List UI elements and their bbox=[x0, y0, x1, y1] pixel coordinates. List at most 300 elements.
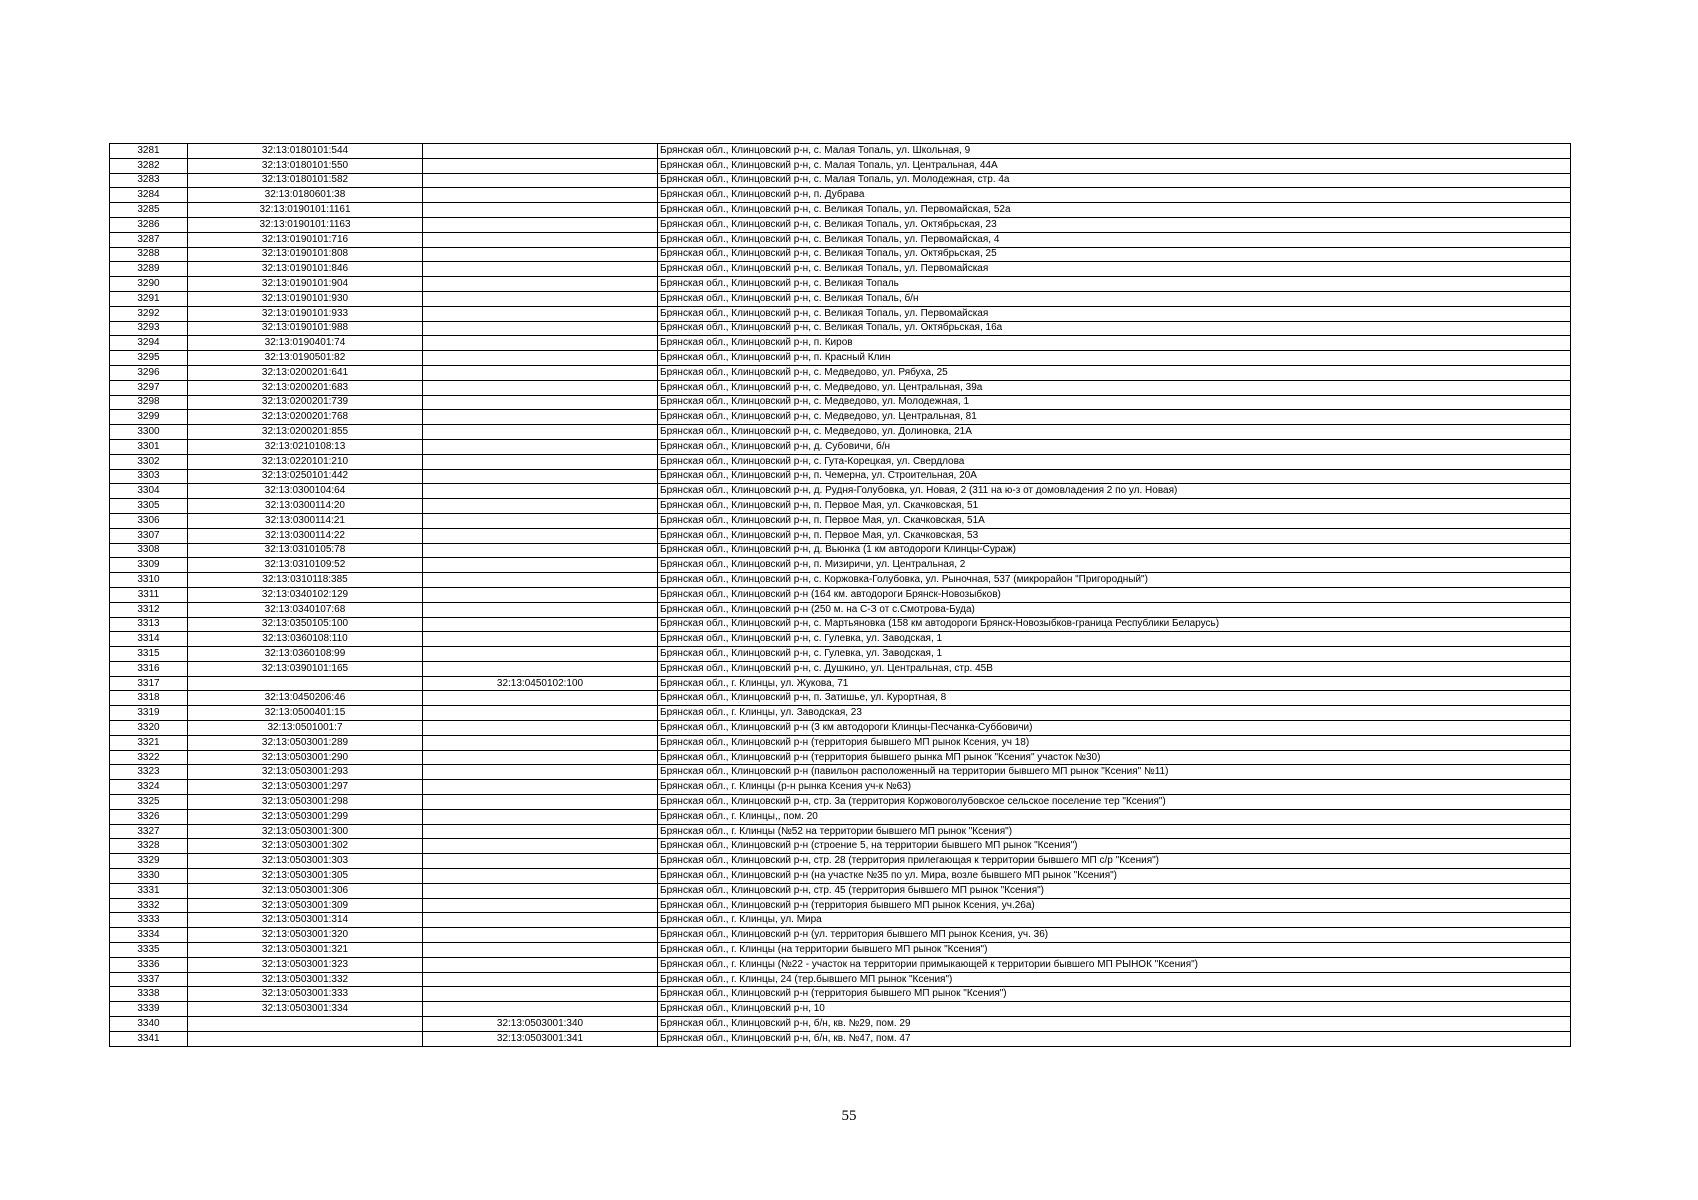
cadastral-number-cell: 32:13:0190501:82 bbox=[188, 351, 423, 366]
table-row bbox=[110, 351, 1571, 366]
row-number-cell: 3337 bbox=[110, 972, 188, 987]
row-number-cell: 3299 bbox=[110, 410, 188, 425]
row-number-cell: 3284 bbox=[110, 188, 188, 203]
table-row bbox=[110, 410, 1571, 425]
cadastral-number-alt-cell bbox=[423, 898, 658, 913]
cadastral-number-alt-cell bbox=[423, 217, 658, 232]
cadastral-number-cell: 32:13:0450206:46 bbox=[188, 691, 423, 706]
row-number-cell: 3298 bbox=[110, 395, 188, 410]
table-row bbox=[110, 809, 1571, 824]
address-cell: Брянская обл., г. Клинцы, ул. Заводская, 23 bbox=[658, 706, 1571, 721]
address-cell: Брянская обл., Клинцовский р-н (территория бывшего МП рынок Ксения, уч.26а) bbox=[658, 898, 1571, 913]
cadastral-number-cell: 32:13:0503001:333 bbox=[188, 987, 423, 1002]
table-row bbox=[110, 573, 1571, 588]
cadastral-number-alt-cell bbox=[423, 528, 658, 543]
cadastral-number-cell: 32:13:0503001:290 bbox=[188, 750, 423, 765]
cadastral-number-cell: 32:13:0190101:933 bbox=[188, 306, 423, 321]
cadastral-number-cell: 32:13:0503001:314 bbox=[188, 913, 423, 928]
cadastral-number-cell: 32:13:0350105:100 bbox=[188, 617, 423, 632]
table-row bbox=[110, 365, 1571, 380]
cadastral-number-cell: 32:13:0190101:1163 bbox=[188, 217, 423, 232]
row-number-cell: 3315 bbox=[110, 647, 188, 662]
table-row bbox=[110, 839, 1571, 854]
cadastral-number-alt-cell bbox=[423, 558, 658, 573]
cadastral-number-alt-cell bbox=[423, 780, 658, 795]
table-row bbox=[110, 706, 1571, 721]
table-row bbox=[110, 1031, 1571, 1046]
cadastral-number-cell: 32:13:0190101:988 bbox=[188, 321, 423, 336]
table-row bbox=[110, 262, 1571, 277]
table-row bbox=[110, 454, 1571, 469]
cadastral-number-cell: 32:13:0210108:13 bbox=[188, 439, 423, 454]
row-number-cell: 3282 bbox=[110, 158, 188, 173]
address-cell: Брянская обл., Клинцовский р-н, п. Красный Клин bbox=[658, 351, 1571, 366]
row-number-cell: 3307 bbox=[110, 528, 188, 543]
address-cell: Брянская обл., Клинцовский р-н, б/н, кв. №47, пом. 47 bbox=[658, 1031, 1571, 1046]
cadastral-number-alt-cell bbox=[423, 765, 658, 780]
cadastral-number-alt-cell bbox=[423, 365, 658, 380]
row-number-cell: 3294 bbox=[110, 336, 188, 351]
table-row bbox=[110, 824, 1571, 839]
table-row bbox=[110, 632, 1571, 647]
table-row bbox=[110, 928, 1571, 943]
cadastral-number-alt-cell bbox=[423, 499, 658, 514]
cadastral-number-alt-cell bbox=[423, 484, 658, 499]
cadastral-number-alt-cell bbox=[423, 262, 658, 277]
address-cell: Брянская обл., Клинцовский р-н, с. Гута-Корецкая, ул. Свердлова bbox=[658, 454, 1571, 469]
cadastral-number-alt-cell bbox=[423, 144, 658, 159]
table-row bbox=[110, 277, 1571, 292]
cadastral-number-alt-cell bbox=[423, 513, 658, 528]
table-row bbox=[110, 439, 1571, 454]
row-number-cell: 3297 bbox=[110, 380, 188, 395]
cadastral-number-cell: 32:13:0503001:293 bbox=[188, 765, 423, 780]
cadastral-number-alt-cell bbox=[423, 795, 658, 810]
table-row bbox=[110, 795, 1571, 810]
row-number-cell: 3301 bbox=[110, 439, 188, 454]
row-number-cell: 3334 bbox=[110, 928, 188, 943]
table-row bbox=[110, 661, 1571, 676]
table-row bbox=[110, 306, 1571, 321]
table-row bbox=[110, 765, 1571, 780]
row-number-cell: 3323 bbox=[110, 765, 188, 780]
address-cell: Брянская обл., Клинцовский р-н, с. Малая Топаль, ул. Молодежная, стр. 4а bbox=[658, 173, 1571, 188]
cadastral-number-cell: 32:13:0180101:550 bbox=[188, 158, 423, 173]
cadastral-number-alt-cell bbox=[423, 232, 658, 247]
address-cell: Брянская обл., Клинцовский р-н, стр. 45 (территория бывшего МП рынок "Ксения") bbox=[658, 883, 1571, 898]
row-number-cell: 3287 bbox=[110, 232, 188, 247]
cadastral-number-alt-cell bbox=[423, 602, 658, 617]
cadastral-number-alt-cell bbox=[423, 824, 658, 839]
address-cell: Брянская обл., г. Клинцы,, пом. 20 bbox=[658, 809, 1571, 824]
table-row bbox=[110, 854, 1571, 869]
cadastral-number-alt-cell bbox=[423, 957, 658, 972]
cadastral-number-cell: 32:13:0501001:7 bbox=[188, 721, 423, 736]
cadastral-number-cell: 32:13:0503001:305 bbox=[188, 869, 423, 884]
table-row bbox=[110, 543, 1571, 558]
address-cell: Брянская обл., Клинцовский р-н, п. Мизиричи, ул. Центральная, 2 bbox=[658, 558, 1571, 573]
cadastral-number-alt-cell bbox=[423, 203, 658, 218]
cadastral-number-cell: 32:13:0180101:582 bbox=[188, 173, 423, 188]
row-number-cell: 3331 bbox=[110, 883, 188, 898]
row-number-cell: 3313 bbox=[110, 617, 188, 632]
table-row bbox=[110, 913, 1571, 928]
row-number-cell: 3286 bbox=[110, 217, 188, 232]
cadastral-number-cell: 32:13:0180101:544 bbox=[188, 144, 423, 159]
address-cell: Брянская обл., Клинцовский р-н, с. Великая Топаль, ул. Октябрьская, 16а bbox=[658, 321, 1571, 336]
row-number-cell: 3325 bbox=[110, 795, 188, 810]
address-cell: Брянская обл., Клинцовский р-н (3 км автодороги Клинцы-Песчанка-Суббовичи) bbox=[658, 721, 1571, 736]
table-row bbox=[110, 217, 1571, 232]
cadastral-number-cell: 32:13:0390101:165 bbox=[188, 661, 423, 676]
cadastral-number-alt-cell bbox=[423, 706, 658, 721]
cadastral-number-cell: 32:13:0220101:210 bbox=[188, 454, 423, 469]
row-number-cell: 3285 bbox=[110, 203, 188, 218]
cadastral-number-alt-cell: 32:13:0503001:341 bbox=[423, 1031, 658, 1046]
address-cell: Брянская обл., Клинцовский р-н, с. Великая Топаль, ул. Первомайская, 4 bbox=[658, 232, 1571, 247]
table-row bbox=[110, 380, 1571, 395]
table-row bbox=[110, 173, 1571, 188]
registry-table-body bbox=[110, 144, 1571, 1047]
row-number-cell: 3339 bbox=[110, 1002, 188, 1017]
address-cell: Брянская обл., Клинцовский р-н, с. Гулевка, ул. Заводская, 1 bbox=[658, 632, 1571, 647]
cadastral-number-alt-cell bbox=[423, 647, 658, 662]
address-cell: Брянская обл., Клинцовский р-н, с. Великая Топаль, ул. Первомайская, 52а bbox=[658, 203, 1571, 218]
cadastral-number-cell: 32:13:0360108:99 bbox=[188, 647, 423, 662]
row-number-cell: 3296 bbox=[110, 365, 188, 380]
cadastral-number-alt-cell bbox=[423, 987, 658, 1002]
cadastral-number-cell: 32:13:0503001:289 bbox=[188, 735, 423, 750]
cadastral-number-cell bbox=[188, 1031, 423, 1046]
cadastral-number-alt-cell bbox=[423, 543, 658, 558]
address-cell: Брянская обл., Клинцовский р-н (павильон расположенный на территории бывшего МП рынок "Ксения" №11) bbox=[658, 765, 1571, 780]
address-cell: Брянская обл., Клинцовский р-н, 10 bbox=[658, 1002, 1571, 1017]
cadastral-number-alt-cell bbox=[423, 750, 658, 765]
table-row bbox=[110, 972, 1571, 987]
table-row bbox=[110, 943, 1571, 958]
address-cell: Брянская обл., Клинцовский р-н, д. Рудня-Голубовка, ул. Новая, 2 (311 на ю-з от домовладения 2 по ул. Новая) bbox=[658, 484, 1571, 499]
cadastral-number-cell: 32:13:0190101:904 bbox=[188, 277, 423, 292]
cadastral-number-alt-cell bbox=[423, 943, 658, 958]
table-row bbox=[110, 203, 1571, 218]
cadastral-number-alt-cell bbox=[423, 277, 658, 292]
row-number-cell: 3321 bbox=[110, 735, 188, 750]
table-row bbox=[110, 587, 1571, 602]
address-cell: Брянская обл., г. Клинцы, 24 (тер.бывшего МП рынок "Ксения") bbox=[658, 972, 1571, 987]
cadastral-number-cell: 32:13:0200201:641 bbox=[188, 365, 423, 380]
address-cell: Брянская обл., Клинцовский р-н, с. Малая Топаль, ул. Центральная, 44А bbox=[658, 158, 1571, 173]
table-row bbox=[110, 484, 1571, 499]
row-number-cell: 3320 bbox=[110, 721, 188, 736]
cadastral-number-cell: 32:13:0300114:21 bbox=[188, 513, 423, 528]
address-cell: Брянская обл., Клинцовский р-н (территория бывшего рынка МП рынок "Ксения" участок №30) bbox=[658, 750, 1571, 765]
address-cell: Брянская обл., Клинцовский р-н, б/н, кв. №29, пом. 29 bbox=[658, 1017, 1571, 1032]
cadastral-number-cell: 32:13:0503001:334 bbox=[188, 1002, 423, 1017]
cadastral-number-cell: 32:13:0300114:22 bbox=[188, 528, 423, 543]
table-row bbox=[110, 617, 1571, 632]
address-cell: Брянская обл., Клинцовский р-н (территория бывшего МП рынок Ксения, уч 18) bbox=[658, 735, 1571, 750]
table-row bbox=[110, 750, 1571, 765]
address-cell: Брянская обл., Клинцовский р-н, с. Великая Топаль, ул. Первомайская bbox=[658, 262, 1571, 277]
table-row bbox=[110, 780, 1571, 795]
address-cell: Брянская обл., Клинцовский р-н, п. Киров bbox=[658, 336, 1571, 351]
row-number-cell: 3310 bbox=[110, 573, 188, 588]
cadastral-number-cell: 32:13:0503001:323 bbox=[188, 957, 423, 972]
address-cell: Брянская обл., г. Клинцы (на территории бывшего МП рынок "Ксения") bbox=[658, 943, 1571, 958]
cadastral-number-cell: 32:13:0200201:739 bbox=[188, 395, 423, 410]
cadastral-number-cell: 32:13:0503001:306 bbox=[188, 883, 423, 898]
table-row bbox=[110, 232, 1571, 247]
cadastral-number-cell: 32:13:0250101:442 bbox=[188, 469, 423, 484]
cadastral-number-cell: 32:13:0190401:74 bbox=[188, 336, 423, 351]
cadastral-number-alt-cell bbox=[423, 928, 658, 943]
cadastral-number-alt-cell bbox=[423, 469, 658, 484]
address-cell: Брянская обл., Клинцовский р-н, д. Вьюнка (1 км автодороги Клинцы-Сураж) bbox=[658, 543, 1571, 558]
address-cell: Брянская обл., Клинцовский р-н (на участке №35 по ул. Мира, возле бывшего МП рынок "Ксения") bbox=[658, 869, 1571, 884]
cadastral-number-alt-cell bbox=[423, 587, 658, 602]
address-cell: Брянская обл., Клинцовский р-н, стр. 28 (территория прилегающая к территории бывшего МП с/р "Ксения") bbox=[658, 854, 1571, 869]
address-cell: Брянская обл., Клинцовский р-н, п. Дубрава bbox=[658, 188, 1571, 203]
row-number-cell: 3324 bbox=[110, 780, 188, 795]
row-number-cell: 3288 bbox=[110, 247, 188, 262]
cadastral-number-alt-cell bbox=[423, 380, 658, 395]
address-cell: Брянская обл., Клинцовский р-н, с. Медведово, ул. Центральная, 39а bbox=[658, 380, 1571, 395]
cadastral-number-cell: 32:13:0190101:846 bbox=[188, 262, 423, 277]
row-number-cell: 3281 bbox=[110, 144, 188, 159]
table-row bbox=[110, 676, 1571, 691]
address-cell: Брянская обл., г. Клинцы (№52 на территории бывшего МП рынок "Ксения") bbox=[658, 824, 1571, 839]
address-cell: Брянская обл., Клинцовский р-н (164 км. автодороги Брянск-Новозыбков) bbox=[658, 587, 1571, 602]
cadastral-number-alt-cell bbox=[423, 454, 658, 469]
table-row bbox=[110, 883, 1571, 898]
row-number-cell: 3292 bbox=[110, 306, 188, 321]
cadastral-number-alt-cell: 32:13:0503001:340 bbox=[423, 1017, 658, 1032]
cadastral-number-alt-cell bbox=[423, 721, 658, 736]
row-number-cell: 3305 bbox=[110, 499, 188, 514]
cadastral-number-cell: 32:13:0200201:855 bbox=[188, 425, 423, 440]
cadastral-number-cell: 32:13:0190101:716 bbox=[188, 232, 423, 247]
page-number: 55 bbox=[841, 1108, 857, 1124]
cadastral-number-alt-cell bbox=[423, 883, 658, 898]
row-number-cell: 3336 bbox=[110, 957, 188, 972]
cadastral-number-alt-cell bbox=[423, 188, 658, 203]
address-cell: Брянская обл., Клинцовский р-н, с. Медведово, ул. Рябуха, 25 bbox=[658, 365, 1571, 380]
cadastral-number-cell: 32:13:0190101:930 bbox=[188, 291, 423, 306]
table-row bbox=[110, 499, 1571, 514]
row-number-cell: 3300 bbox=[110, 425, 188, 440]
cadastral-number-cell: 32:13:0310105:78 bbox=[188, 543, 423, 558]
cadastral-number-cell: 32:13:0360108:110 bbox=[188, 632, 423, 647]
address-cell: Брянская обл., Клинцовский р-н (ул. территория бывшего МП рынок Ксения, уч. 36) bbox=[658, 928, 1571, 943]
cadastral-number-cell: 32:13:0503001:300 bbox=[188, 824, 423, 839]
row-number-cell: 3338 bbox=[110, 987, 188, 1002]
row-number-cell: 3341 bbox=[110, 1031, 188, 1046]
cadastral-number-alt-cell bbox=[423, 854, 658, 869]
table-row bbox=[110, 425, 1571, 440]
address-cell: Брянская обл., Клинцовский р-н (территория бывшего МП рынок "Ксения") bbox=[658, 987, 1571, 1002]
table-row bbox=[110, 188, 1571, 203]
cadastral-number-cell: 32:13:0190101:1161 bbox=[188, 203, 423, 218]
address-cell: Брянская обл., Клинцовский р-н, с. Медведово, ул. Долиновка, 21А bbox=[658, 425, 1571, 440]
cadastral-number-cell: 32:13:0300104:64 bbox=[188, 484, 423, 499]
cadastral-number-alt-cell: 32:13:0450102:100 bbox=[423, 676, 658, 691]
row-number-cell: 3293 bbox=[110, 321, 188, 336]
table-row bbox=[110, 528, 1571, 543]
cadastral-number-cell: 32:13:0340102:129 bbox=[188, 587, 423, 602]
row-number-cell: 3289 bbox=[110, 262, 188, 277]
row-number-cell: 3329 bbox=[110, 854, 188, 869]
cadastral-number-cell: 32:13:0190101:808 bbox=[188, 247, 423, 262]
table-row bbox=[110, 957, 1571, 972]
cadastral-number-cell: 32:13:0500401:15 bbox=[188, 706, 423, 721]
cadastral-number-cell bbox=[188, 1017, 423, 1032]
row-number-cell: 3311 bbox=[110, 587, 188, 602]
row-number-cell: 3291 bbox=[110, 291, 188, 306]
row-number-cell: 3295 bbox=[110, 351, 188, 366]
cadastral-number-alt-cell bbox=[423, 617, 658, 632]
address-cell: Брянская обл., Клинцовский р-н, п. Первое Мая, ул. Скачковская, 51А bbox=[658, 513, 1571, 528]
address-cell: Брянская обл., Клинцовский р-н, с. Малая Топаль, ул. Школьная, 9 bbox=[658, 144, 1571, 159]
address-cell: Брянская обл., Клинцовский р-н, с. Мартьяновка (158 км автодороги Брянск-Новозыбков-граница Республики Беларусь) bbox=[658, 617, 1571, 632]
row-number-cell: 3322 bbox=[110, 750, 188, 765]
address-cell: Брянская обл., Клинцовский р-н, с. Великая Топаль, ул. Первомайская bbox=[658, 306, 1571, 321]
address-cell: Брянская обл., г. Клинцы (№22 - участок на территории примыкающей к территории бывшего МП РЫНОК "Ксения") bbox=[658, 957, 1571, 972]
cadastral-number-cell: 32:13:0503001:297 bbox=[188, 780, 423, 795]
address-cell: Брянская обл., Клинцовский р-н, с. Душкино, ул. Центральная, стр. 45В bbox=[658, 661, 1571, 676]
address-cell: Брянская обл., Клинцовский р-н, с. Медведово, ул. Молодежная, 1 bbox=[658, 395, 1571, 410]
cadastral-number-alt-cell bbox=[423, 291, 658, 306]
table-row bbox=[110, 987, 1571, 1002]
row-number-cell: 3309 bbox=[110, 558, 188, 573]
row-number-cell: 3326 bbox=[110, 809, 188, 824]
cadastral-number-cell: 32:13:0340107:68 bbox=[188, 602, 423, 617]
table-row bbox=[110, 336, 1571, 351]
cadastral-number-cell bbox=[188, 676, 423, 691]
table-row bbox=[110, 513, 1571, 528]
row-number-cell: 3330 bbox=[110, 869, 188, 884]
table-row bbox=[110, 721, 1571, 736]
address-cell: Брянская обл., Клинцовский р-н, п. Чемерна, ул. Строительная, 20А bbox=[658, 469, 1571, 484]
row-number-cell: 3306 bbox=[110, 513, 188, 528]
row-number-cell: 3283 bbox=[110, 173, 188, 188]
cadastral-number-alt-cell bbox=[423, 913, 658, 928]
address-cell: Брянская обл., Клинцовский р-н, с. Великая Топаль, б/н bbox=[658, 291, 1571, 306]
address-cell: Брянская обл., Клинцовский р-н (250 м. на С-З от с.Смотрова-Буда) bbox=[658, 602, 1571, 617]
cadastral-number-cell: 32:13:0310109:52 bbox=[188, 558, 423, 573]
row-number-cell: 3340 bbox=[110, 1017, 188, 1032]
address-cell: Брянская обл., Клинцовский р-н, п. Первое Мая, ул. Скачковская, 51 bbox=[658, 499, 1571, 514]
cadastral-number-alt-cell bbox=[423, 735, 658, 750]
row-number-cell: 3327 bbox=[110, 824, 188, 839]
table-row bbox=[110, 158, 1571, 173]
cadastral-number-alt-cell bbox=[423, 839, 658, 854]
row-number-cell: 3318 bbox=[110, 691, 188, 706]
row-number-cell: 3304 bbox=[110, 484, 188, 499]
table-row bbox=[110, 395, 1571, 410]
cadastral-number-alt-cell bbox=[423, 395, 658, 410]
cadastral-number-alt-cell bbox=[423, 321, 658, 336]
cadastral-number-cell: 32:13:0503001:309 bbox=[188, 898, 423, 913]
cadastral-number-alt-cell bbox=[423, 691, 658, 706]
cadastral-number-cell: 32:13:0503001:302 bbox=[188, 839, 423, 854]
cadastral-number-alt-cell bbox=[423, 410, 658, 425]
row-number-cell: 3302 bbox=[110, 454, 188, 469]
cadastral-number-cell: 32:13:0503001:320 bbox=[188, 928, 423, 943]
row-number-cell: 3308 bbox=[110, 543, 188, 558]
address-cell: Брянская обл., Клинцовский р-н, с. Великая Топаль bbox=[658, 277, 1571, 292]
address-cell: Брянская обл., г. Клинцы, ул. Жукова, 71 bbox=[658, 676, 1571, 691]
cadastral-number-alt-cell bbox=[423, 439, 658, 454]
row-number-cell: 3333 bbox=[110, 913, 188, 928]
row-number-cell: 3314 bbox=[110, 632, 188, 647]
cadastral-number-cell: 32:13:0310118:385 bbox=[188, 573, 423, 588]
address-cell: Брянская обл., Клинцовский р-н, п. Затишье, ул. Курортная, 8 bbox=[658, 691, 1571, 706]
table-row bbox=[110, 144, 1571, 159]
row-number-cell: 3332 bbox=[110, 898, 188, 913]
cadastral-number-alt-cell bbox=[423, 425, 658, 440]
cadastral-number-cell: 32:13:0200201:683 bbox=[188, 380, 423, 395]
table-row bbox=[110, 469, 1571, 484]
row-number-cell: 3335 bbox=[110, 943, 188, 958]
cadastral-number-alt-cell bbox=[423, 336, 658, 351]
property-registry-table bbox=[109, 143, 1571, 1047]
cadastral-number-cell: 32:13:0200201:768 bbox=[188, 410, 423, 425]
cadastral-number-alt-cell bbox=[423, 869, 658, 884]
cadastral-number-alt-cell bbox=[423, 661, 658, 676]
address-cell: Брянская обл., Клинцовский р-н, с. Медведово, ул. Центральная, 81 bbox=[658, 410, 1571, 425]
cadastral-number-cell: 32:13:0503001:303 bbox=[188, 854, 423, 869]
address-cell: Брянская обл., Клинцовский р-н, д. Субовичи, б/н bbox=[658, 439, 1571, 454]
address-cell: Брянская обл., Клинцовский р-н (строение 5, на территории бывшего МП рынок "Ксения") bbox=[658, 839, 1571, 854]
address-cell: Брянская обл., Клинцовский р-н, п. Первое Мая, ул. Скачковская, 53 bbox=[658, 528, 1571, 543]
cadastral-number-alt-cell bbox=[423, 809, 658, 824]
cadastral-number-cell: 32:13:0503001:299 bbox=[188, 809, 423, 824]
address-cell: Брянская обл., Клинцовский р-н, с. Великая Топаль, ул. Октябрьская, 25 bbox=[658, 247, 1571, 262]
address-cell: Брянская обл., Клинцовский р-н, стр. 3а (территория Коржовоголубовское сельское поселение тер "Ксения") bbox=[658, 795, 1571, 810]
table-row bbox=[110, 647, 1571, 662]
address-cell: Брянская обл., г. Клинцы (р-н рынка Ксения уч-к №63) bbox=[658, 780, 1571, 795]
table-row bbox=[110, 558, 1571, 573]
cadastral-number-alt-cell bbox=[423, 573, 658, 588]
table-row bbox=[110, 291, 1571, 306]
address-cell: Брянская обл., Клинцовский р-н, с. Коржовка-Голубовка, ул. Рыночная, 537 (микрорайон "Пригородный") bbox=[658, 573, 1571, 588]
cadastral-number-alt-cell bbox=[423, 173, 658, 188]
cadastral-number-alt-cell bbox=[423, 158, 658, 173]
address-cell: Брянская обл., Клинцовский р-н, с. Гулевка, ул. Заводская, 1 bbox=[658, 647, 1571, 662]
table-row bbox=[110, 869, 1571, 884]
cadastral-number-cell: 32:13:0503001:332 bbox=[188, 972, 423, 987]
cadastral-number-alt-cell bbox=[423, 1002, 658, 1017]
row-number-cell: 3290 bbox=[110, 277, 188, 292]
table-row bbox=[110, 321, 1571, 336]
address-cell: Брянская обл., Клинцовский р-н, с. Великая Топаль, ул. Октябрьская, 23 bbox=[658, 217, 1571, 232]
cadastral-number-alt-cell bbox=[423, 306, 658, 321]
table-row bbox=[110, 898, 1571, 913]
row-number-cell: 3316 bbox=[110, 661, 188, 676]
table-row bbox=[110, 735, 1571, 750]
table-row bbox=[110, 691, 1571, 706]
table-row bbox=[110, 1017, 1571, 1032]
cadastral-number-cell: 32:13:0503001:321 bbox=[188, 943, 423, 958]
cadastral-number-cell: 32:13:0503001:298 bbox=[188, 795, 423, 810]
row-number-cell: 3328 bbox=[110, 839, 188, 854]
cadastral-number-alt-cell bbox=[423, 632, 658, 647]
cadastral-number-alt-cell bbox=[423, 247, 658, 262]
cadastral-number-alt-cell bbox=[423, 351, 658, 366]
row-number-cell: 3303 bbox=[110, 469, 188, 484]
row-number-cell: 3317 bbox=[110, 676, 188, 691]
cadastral-number-cell: 32:13:0180601:38 bbox=[188, 188, 423, 203]
